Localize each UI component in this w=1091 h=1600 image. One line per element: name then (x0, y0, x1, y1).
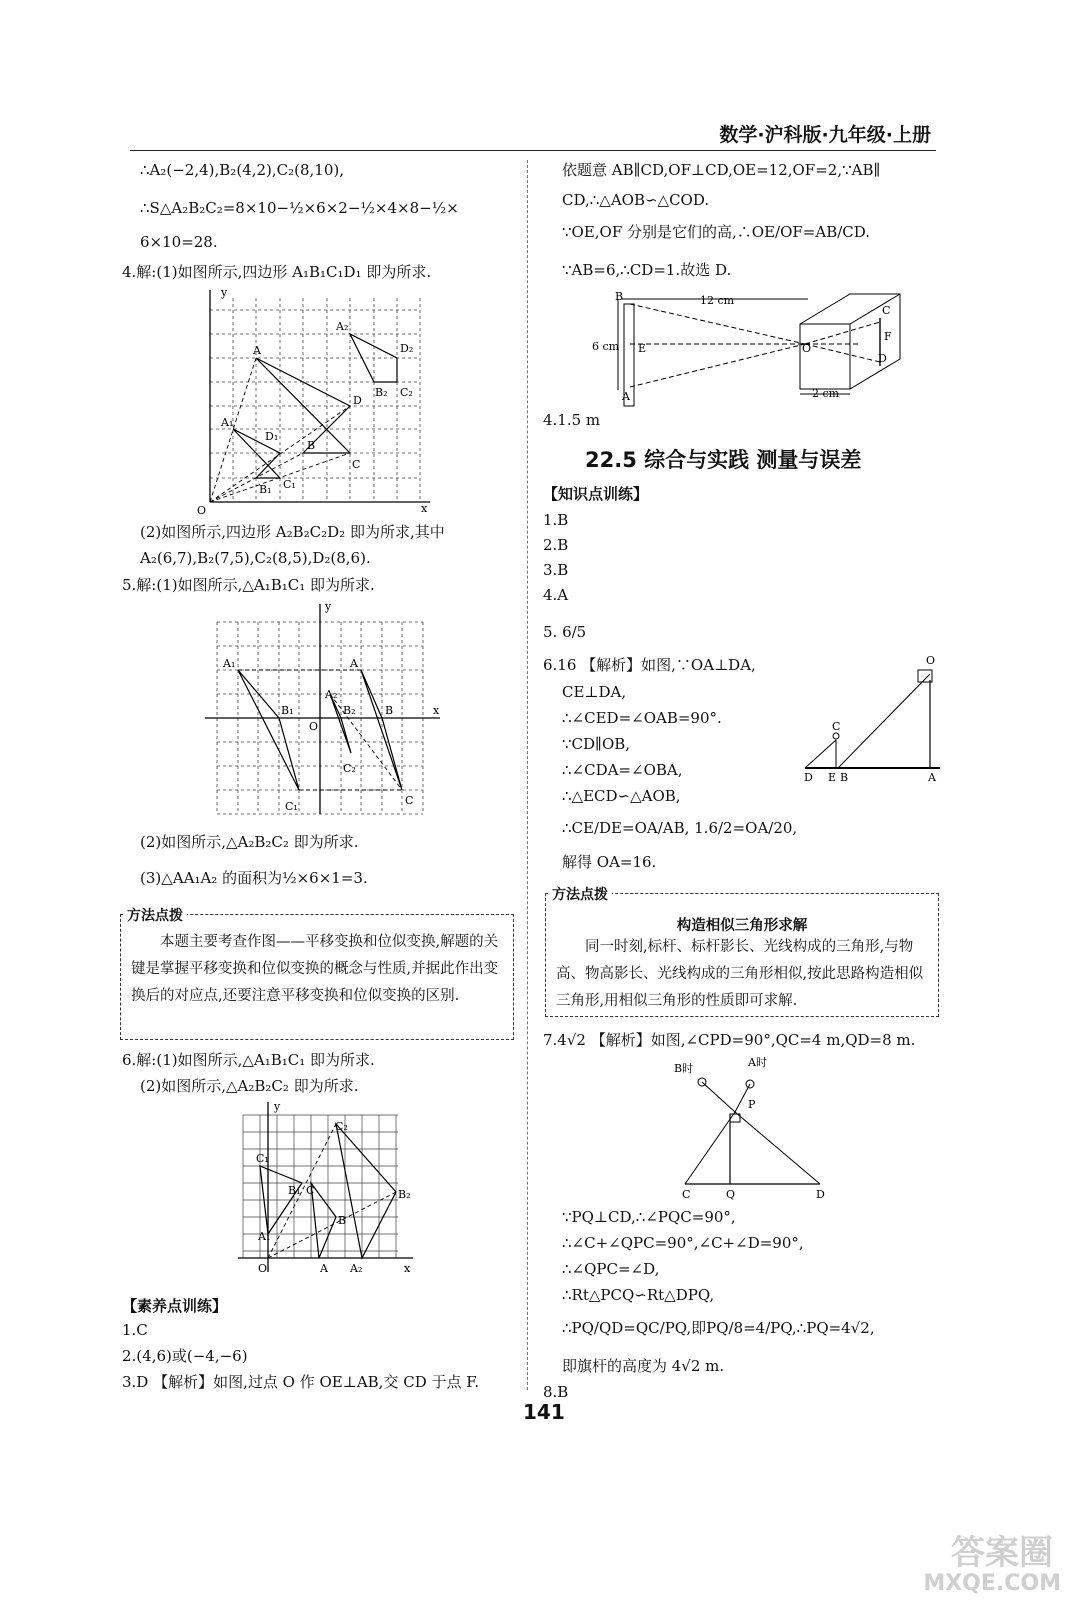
svg-text:B: B (615, 290, 624, 303)
fig-len6: 6 cm (592, 340, 620, 353)
q5-answer: 5.解:(1)如图所示,△A₁B₁C₁ 即为所求. (122, 576, 375, 594)
svg-text:A: A (253, 344, 261, 357)
literacy-heading: 【素养点训练】 (122, 1297, 228, 1315)
svg-text:B: B (385, 704, 394, 717)
svg-text:D: D (353, 394, 362, 407)
left-tip-text: 本题主要考查作图——平移变换和位似变换,解题的关键是掌握平移变换和位似变换的概念与性质,并据此作出变换后的对应点,还要注意平移变换和位似变换的区别. (131, 934, 499, 1004)
svg-text:A: A (350, 657, 358, 670)
left-tip-box (120, 908, 514, 1040)
header-rule (130, 150, 936, 151)
watermark-url: MXQE.COM (923, 1571, 1061, 1596)
svg-text:y: y (274, 1100, 281, 1113)
right-tip-text: 同一时刻,标杆、标杆影长、光线构成的三角形,与物高、物高影长、光线构成的三角形相似,按此思路构造相似三角形,用相似三角形的性质即可求解. (556, 939, 924, 1009)
fig-len12: 12 cm (700, 294, 735, 307)
right-line-2: CD,∴△AOB∽△COD. (562, 191, 710, 209)
q4-grid-figure (195, 288, 435, 518)
svg-text:D: D (878, 352, 887, 365)
knowledge-k7e: ∴Rt△PCQ∽Rt△DPQ, (562, 1286, 715, 1304)
svg-text:O: O (258, 1262, 268, 1275)
right-tip-box (545, 887, 939, 1017)
svg-text:D₁: D₁ (265, 430, 279, 443)
svg-text:C: C (682, 1188, 691, 1201)
svg-text:Q: Q (726, 1188, 736, 1201)
svg-text:C₂: C₂ (343, 762, 356, 775)
knowledge-k6c: ∴∠CED=∠OAB=90°. (562, 709, 722, 727)
knowledge-k6: 6.16 【解析】如图,∵OA⊥DA, (543, 656, 756, 674)
svg-text:O: O (802, 342, 812, 355)
svg-text:x: x (421, 502, 428, 515)
svg-text:E: E (828, 771, 837, 784)
svg-text:C: C (306, 1184, 315, 1197)
literacy-a1: 1.C (122, 1321, 148, 1339)
shadow-figure (800, 650, 945, 785)
knowledge-k5: 5. 6/5 (543, 623, 587, 641)
svg-text:P: P (748, 1098, 756, 1111)
knowledge-k6d: ∵CD∥OB, (562, 735, 631, 753)
svg-text:B₂: B₂ (375, 386, 388, 399)
q4-part2: (2)如图所示,四边形 A₂B₂C₂D₂ 即为所求,其中 (140, 523, 445, 541)
knowledge-k1: 1.B (543, 511, 569, 529)
knowledge-k6e: ∴∠CDA=∠OBA, (562, 761, 683, 779)
flagpole-figure (670, 1052, 835, 1202)
watermark-logo: 答案圈 (951, 1533, 1053, 1573)
right-tip-label: 方法点拨 (548, 884, 612, 904)
knowledge-k7g: 即旗杆的高度为 4√2 m. (562, 1357, 725, 1375)
right-line-3: ∵OE,OF 分别是它们的高,∴OE/OF=AB/CD. (562, 223, 871, 241)
svg-text:A₂: A₂ (325, 688, 338, 701)
svg-text:C₁: C₁ (283, 478, 296, 491)
q6-part2: (2)如图所示,△A₂B₂C₂ 即为所求. (140, 1077, 359, 1095)
pinhole-figure (590, 282, 920, 407)
right-line-4: ∵AB=6,∴CD=1.故选 D. (562, 261, 732, 279)
left-tip-label: 方法点拨 (123, 905, 187, 925)
svg-text:O: O (197, 504, 207, 517)
knowledge-k7d: ∴∠QPC=∠D, (562, 1260, 660, 1278)
svg-text:C: C (882, 304, 891, 317)
svg-text:C₁: C₁ (256, 1152, 269, 1165)
svg-text:B: B (840, 771, 849, 784)
svg-text:D: D (816, 1188, 825, 1201)
svg-text:F: F (884, 330, 892, 343)
q5-grid-figure (205, 600, 445, 825)
fig-len2: 2 cm (812, 387, 840, 400)
svg-text:A: A (928, 771, 936, 784)
page-header: 数学·沪科版·九年级·上册 (719, 124, 931, 146)
svg-text:A₁: A₁ (223, 657, 236, 670)
svg-text:C: C (352, 458, 361, 471)
svg-text:x: x (433, 704, 440, 717)
column-divider (527, 160, 528, 1390)
knowledge-k6b: CE⊥DA, (562, 683, 627, 701)
svg-text:B₁: B₁ (259, 483, 272, 496)
svg-text:B₁: B₁ (288, 1184, 301, 1197)
svg-text:A₁: A₁ (258, 1230, 271, 1243)
svg-text:C₂: C₂ (400, 386, 413, 399)
knowledge-k8: 8.B (543, 1383, 569, 1401)
fig-a-time: A时 (748, 1056, 767, 1069)
svg-text:C₂: C₂ (335, 1120, 348, 1133)
svg-text:x: x (404, 1262, 411, 1275)
q6-grid-figure (238, 1100, 423, 1280)
page-number: 141 (523, 1400, 565, 1424)
svg-text:B₂: B₂ (398, 1188, 411, 1201)
left-line-2: ∴S△A₂B₂C₂=8×10−½×6×2−½×4×8−½× (140, 199, 459, 217)
svg-text:B: B (338, 1214, 347, 1227)
svg-text:y: y (325, 600, 332, 613)
literacy-a2: 2.(4,6)或(−4,−6) (122, 1347, 248, 1365)
svg-text:A₁: A₁ (221, 416, 234, 429)
svg-text:B₁: B₁ (281, 704, 294, 717)
svg-text:O: O (926, 654, 936, 667)
svg-text:B₂: B₂ (343, 704, 356, 717)
svg-text:C₁: C₁ (285, 800, 298, 813)
q5-part2: (2)如图所示,△A₂B₂C₂ 即为所求. (140, 833, 359, 851)
literacy-a3: 3.D 【解析】如图,过点 O 作 OE⊥AB,交 CD 于点 F. (122, 1373, 480, 1391)
knowledge-k6g: ∴CE/DE=OA/AB, 1.6/2=OA/20, (562, 819, 798, 837)
svg-text:E: E (638, 342, 647, 355)
knowledge-k6f: ∴△ECD∽△AOB, (562, 787, 681, 805)
knowledge-k2: 2.B (543, 536, 569, 554)
right-tip-title: 构造相似三角形求解 (676, 918, 808, 934)
q4-part2-coords: A₂(6,7),B₂(7,5),C₂(8,5),D₂(8,6). (140, 549, 371, 567)
svg-text:A: A (622, 390, 630, 403)
left-line-3: 6×10=28. (140, 233, 218, 251)
svg-text:y: y (221, 288, 228, 299)
svg-text:B: B (307, 439, 316, 452)
svg-text:C: C (405, 794, 414, 807)
svg-text:O: O (309, 720, 319, 733)
svg-text:D: D (804, 771, 813, 784)
right-answer-4: 4.1.5 m (543, 411, 601, 429)
knowledge-k7f: ∴PQ/QD=QC/PQ,即PQ/8=4/PQ,∴PQ=4√2, (562, 1319, 875, 1337)
svg-text:A: A (320, 1262, 328, 1275)
svg-text:A₂: A₂ (350, 1262, 363, 1275)
left-line-1: ∴A₂(−2,4),B₂(4,2),C₂(8,10), (140, 161, 345, 179)
right-line-1: 依题意 AB∥CD,OF⊥CD,OE=12,OF=2,∵AB∥ (562, 161, 881, 179)
knowledge-k7c: ∴∠C+∠QPC=90°,∠C+∠D=90°, (562, 1234, 804, 1252)
svg-text:D₂: D₂ (400, 342, 414, 355)
knowledge-k7b: ∵PQ⊥CD,∴∠PQC=90°, (562, 1208, 736, 1226)
knowledge-k6h: 解得 OA=16. (562, 853, 657, 871)
section-title: 22.5 综合与实践 测量与误差 (585, 448, 862, 472)
knowledge-heading: 【知识点训练】 (543, 485, 649, 503)
q6-answer: 6.解:(1)如图所示,△A₁B₁C₁ 即为所求. (122, 1051, 375, 1069)
knowledge-k3: 3.B (543, 561, 569, 579)
q5-part3: (3)△AA₁A₂ 的面积为½×6×1=3. (140, 869, 368, 887)
knowledge-k4: 4.A (543, 586, 569, 604)
q4-answer: 4.解:(1)如图所示,四边形 A₁B₁C₁D₁ 即为所求. (122, 263, 432, 281)
fig-b-time: B时 (674, 1062, 694, 1075)
svg-text:C: C (832, 720, 841, 733)
knowledge-k7: 7.4√2 【解析】如图,∠CPD=90°,QC=4 m,QD=8 m. (543, 1031, 916, 1049)
svg-text:A₂: A₂ (336, 320, 349, 333)
